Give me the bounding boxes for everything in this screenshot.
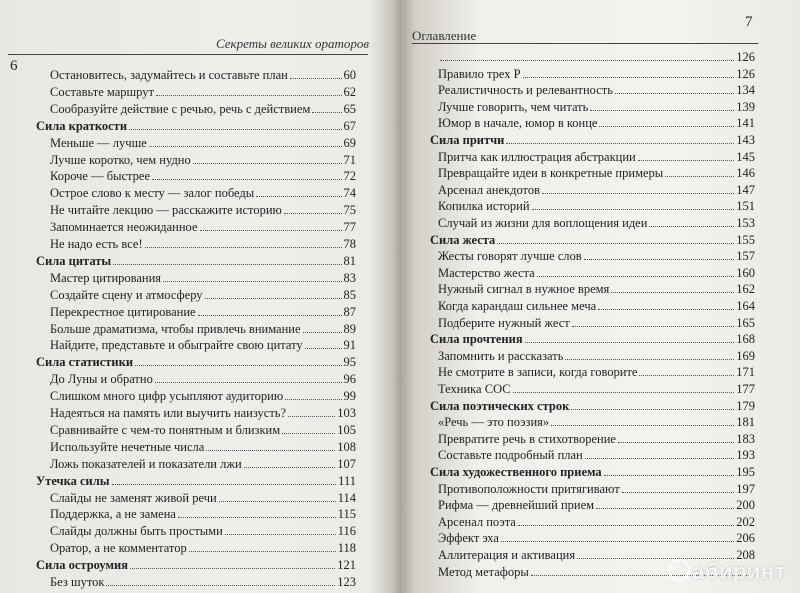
toc-entry <box>438 116 755 131</box>
toc-entry <box>50 169 356 184</box>
toc-section-heading <box>430 465 755 480</box>
toc-entry <box>438 67 755 82</box>
labirint-logo-icon <box>668 559 690 581</box>
toc-entry-title: Слайды должны быть простыми <box>50 524 223 539</box>
dot-leader <box>129 119 341 130</box>
toc-entry-page: 200 <box>736 498 755 513</box>
dot-leader <box>244 457 336 468</box>
dot-leader <box>156 85 342 96</box>
toc-entry <box>50 372 356 387</box>
toc-section-heading <box>430 133 755 148</box>
toc-entry-page: 95 <box>343 355 356 370</box>
toc-entry-title: Перекрестное цитирование <box>50 304 196 319</box>
toc-entry-title: Копилка историй <box>438 199 530 214</box>
toc-entry-title: Превратите речь в стихотворение <box>438 431 616 446</box>
running-head: Секреты великих ораторов <box>216 36 370 51</box>
dot-leader <box>113 254 341 265</box>
dot-leader <box>513 382 735 393</box>
toc-entry-page: 115 <box>337 507 356 522</box>
dot-leader <box>572 316 734 327</box>
dot-leader <box>155 372 342 383</box>
toc-entry <box>50 491 356 506</box>
toc-entry-page: 74 <box>343 186 356 201</box>
dot-leader <box>649 216 734 227</box>
toc-entry-title: Нужный сигнал в нужное время <box>438 282 610 297</box>
toc-entry-page: 197 <box>736 481 755 496</box>
toc-entry-page: 181 <box>736 415 755 430</box>
toc-entry <box>50 153 356 168</box>
toc-entry-title: Случай из жизни для воплощения идеи <box>438 216 648 230</box>
toc-entry <box>438 365 755 380</box>
toc-entry <box>438 50 755 65</box>
toc-entry-title: Не читайте лекцию — расскажите историю <box>50 203 282 218</box>
dot-leader <box>542 183 734 194</box>
toc-entry-page: 157 <box>736 249 755 264</box>
toc-entry <box>50 237 356 252</box>
dot-leader <box>219 491 336 502</box>
page-number: 6 <box>10 58 18 74</box>
toc-section-heading <box>36 474 356 489</box>
dot-leader <box>501 531 734 542</box>
dot-leader <box>618 432 734 443</box>
toc-entry <box>50 203 356 218</box>
toc-entry-page: 146 <box>736 166 755 181</box>
dot-leader <box>577 548 734 559</box>
toc-entry-title: Запоминается неожиданное <box>50 220 198 235</box>
toc-entry-page: 168 <box>736 332 755 347</box>
toc-entry <box>50 186 356 201</box>
toc-entry-title: Сила остроумия <box>36 558 128 573</box>
header-rule <box>8 54 368 55</box>
dot-leader <box>532 199 735 210</box>
dot-leader <box>303 322 342 333</box>
dot-leader <box>284 203 342 214</box>
toc-entry-title: Не надо есть все! <box>50 237 143 251</box>
left-page <box>0 0 390 593</box>
toc-entry <box>438 316 755 331</box>
dot-leader <box>288 406 335 417</box>
dot-leader <box>178 507 336 518</box>
toc-entry-title: Сила поэтических строк <box>430 398 570 413</box>
toc-entry <box>50 440 356 455</box>
dot-leader <box>584 249 735 260</box>
toc-entry-title: Лучше коротко, чем нудно <box>50 152 191 167</box>
dot-leader <box>585 448 735 459</box>
toc-entry-page: 69 <box>343 135 356 150</box>
toc-entry-title: Создайте сцену и атмосферу <box>50 287 203 302</box>
toc-entry <box>50 136 356 151</box>
toc-entry-page: 193 <box>736 448 755 463</box>
dot-leader <box>312 102 341 113</box>
publisher-watermark: абиринт <box>668 559 786 585</box>
toc-entry-page: 87 <box>343 304 356 319</box>
toc-entry-title: Жесты говорят лучше слов <box>438 249 582 264</box>
toc-entry-page: 85 <box>343 287 356 302</box>
toc-entry-page: 126 <box>736 50 755 64</box>
dot-leader <box>525 332 735 343</box>
toc-entry-title: Когда карандаш сильнее меча <box>438 299 597 313</box>
toc-entry <box>50 406 356 421</box>
toc-entry-page: 81 <box>343 253 356 268</box>
toc-entry <box>50 288 356 303</box>
toc-entry-page: 67 <box>343 118 356 133</box>
toc-entry-title: Без шуток <box>50 575 105 589</box>
toc-entry-page: 108 <box>337 439 356 454</box>
dot-leader <box>135 355 341 366</box>
toc-entry-title: Оратор, а не комментатор <box>50 541 187 556</box>
toc-entry <box>50 68 356 83</box>
toc-entry-title: «Речь — это поэзия» <box>438 415 550 430</box>
toc-entry-title: Притча как иллюстрация абстракции <box>438 149 636 164</box>
dot-leader <box>639 365 734 376</box>
toc-entry-title: Аллитерация и активация <box>438 548 576 562</box>
toc-section-heading <box>36 355 356 370</box>
toc-entry-page: 141 <box>736 116 755 131</box>
toc-entry-page: 155 <box>736 232 755 247</box>
toc-entry-page: 114 <box>337 490 356 505</box>
toc-entry-page: 96 <box>343 372 356 387</box>
dot-leader <box>149 136 342 147</box>
toc-entry <box>438 183 755 198</box>
toc-entry-title: Сила статистики <box>36 355 134 370</box>
dot-leader <box>106 575 335 586</box>
dot-leader <box>193 153 342 164</box>
dot-leader <box>290 68 342 79</box>
toc-entry <box>438 249 755 264</box>
dot-leader <box>615 83 734 94</box>
toc-entry-title: Сила цитаты <box>36 253 112 268</box>
right-page <box>400 0 800 593</box>
toc-entry-page: 89 <box>343 321 356 336</box>
toc-entry-page: 202 <box>736 514 755 529</box>
toc-entry-page: 111 <box>338 473 356 488</box>
dot-leader <box>200 220 342 231</box>
toc-entry <box>438 482 755 497</box>
toc-entry-title: Острое слово к месту — залог победы <box>50 186 255 201</box>
toc-entry-page: 177 <box>736 382 755 396</box>
toc-entry-title: Реалистичность и релевантность <box>438 83 613 98</box>
toc-entry-title: Надеяться на память или выучить наизусть? <box>50 406 287 420</box>
toc-entry <box>50 423 356 438</box>
toc-entry-title: Правило трех P <box>438 66 521 81</box>
toc-entry-page: 169 <box>736 348 755 363</box>
dot-leader <box>523 67 735 78</box>
toc-entry-page: 147 <box>736 182 755 197</box>
toc-entry-title: Ложь показателей и показатели лжи <box>50 456 242 471</box>
toc-entry <box>438 282 755 297</box>
toc-entry <box>438 166 755 181</box>
toc-entry <box>50 102 356 117</box>
toc-entry <box>438 432 755 447</box>
toc-entry-title: Подберите нужный жест <box>438 315 570 330</box>
toc-entry <box>438 448 755 463</box>
toc-entry <box>50 524 356 539</box>
toc-entry <box>438 299 755 314</box>
toc-entry-title: Лучше говорить, чем читать <box>438 99 589 114</box>
toc-entry <box>438 498 755 513</box>
dot-leader <box>285 389 341 400</box>
toc-entry <box>50 507 356 522</box>
toc-entry-page: 72 <box>343 169 356 184</box>
dot-leader <box>571 399 734 410</box>
dot-leader <box>497 233 734 244</box>
toc-entry-title: Сила художественного приема <box>430 465 602 479</box>
dot-leader <box>622 482 735 493</box>
toc-entry-title: Короче — быстрее <box>50 169 150 184</box>
toc-entry <box>438 100 755 115</box>
toc-entry-title: Составьте маршрут <box>50 84 154 99</box>
dot-leader <box>205 288 342 299</box>
toc-entry-page: 195 <box>736 465 755 479</box>
toc-entry-page: 75 <box>343 203 356 218</box>
toc-entry <box>438 150 755 165</box>
running-head: Оглавление <box>412 28 477 43</box>
toc-entry-title: До Луны и обратно <box>50 372 153 387</box>
toc-entry-page: 103 <box>337 406 356 420</box>
toc-entry-page: 145 <box>736 149 755 164</box>
toc-entry-title: Остановитесь, задумайтесь и составьте план <box>50 68 288 82</box>
toc-entry-title: Составьте подробный план <box>438 448 583 463</box>
dot-leader <box>590 100 734 111</box>
toc-entry <box>438 382 755 397</box>
toc-entry-title: Метод метафоры <box>438 564 529 579</box>
dot-leader <box>206 440 335 451</box>
toc-entry <box>50 575 356 590</box>
toc-entry-title: Техника СОС <box>438 382 511 396</box>
toc-entry-title: Рифма — древнейший прием <box>438 498 595 513</box>
toc-entry-title: Сила жеста <box>430 232 496 247</box>
dot-leader <box>604 465 735 476</box>
toc-entry-page: 91 <box>343 338 356 353</box>
toc-entry-title: Арсенал анекдотов <box>438 182 540 197</box>
toc-entry-page: 208 <box>736 548 755 562</box>
toc-entry <box>50 305 356 320</box>
toc-entry <box>50 322 356 337</box>
toc-entry-page: 83 <box>343 270 356 285</box>
toc-entry <box>438 266 755 281</box>
toc-entry-title: Меньше — лучше <box>50 135 147 150</box>
toc-section-heading <box>430 399 755 414</box>
dot-leader <box>551 415 734 426</box>
toc-section-heading <box>430 332 755 347</box>
toc-entry-page: 139 <box>736 99 755 114</box>
toc-entry-page: 134 <box>736 83 755 98</box>
toc-entry-page: 60 <box>343 68 356 82</box>
dot-leader <box>256 186 341 197</box>
toc-entry-title: Противоположности притягивают <box>438 481 620 496</box>
toc-entry <box>438 415 755 430</box>
toc-entry-title: Превращайте идеи в конкретные примеры <box>438 166 664 181</box>
toc-entry-title: Сравнивайте с чем-то понятным и близким <box>50 422 281 437</box>
toc-entry <box>50 541 356 556</box>
toc-entry-title: Сила краткости <box>36 118 128 133</box>
toc-entry <box>438 531 755 546</box>
toc-entry <box>438 216 755 231</box>
toc-entry-title: Найдите, представьте и обыграйте свою цитату <box>50 338 303 353</box>
toc-entry <box>438 83 755 98</box>
toc-entry-title: Больше драматизма, чтобы привлечь внимание <box>50 321 301 336</box>
toc-entry-title: Сила притчи <box>430 133 505 147</box>
toc-entry-title: Слишком много цифр усыпляют аудиторию <box>50 389 284 404</box>
toc-section-heading <box>430 233 755 248</box>
dot-leader <box>596 498 734 509</box>
dot-leader <box>665 166 734 177</box>
toc-entry <box>50 85 356 100</box>
toc-entry-title: Арсенал поэта <box>438 514 516 529</box>
toc-entry-page: 116 <box>337 524 356 539</box>
toc-entry-page: 206 <box>736 531 755 546</box>
page-number: 7 <box>745 14 753 30</box>
toc-entry-page: 126 <box>736 66 755 81</box>
dot-leader <box>518 515 734 526</box>
toc-entry-page: 162 <box>736 282 755 297</box>
toc-entry-page: 62 <box>343 84 356 99</box>
toc-entry-title: Сила прочтения <box>430 332 523 347</box>
toc-entry-title: Мастерство жеста <box>438 265 535 280</box>
toc-entry-title: Не смотрите в записи, когда говорите <box>438 365 638 380</box>
dot-leader <box>506 133 734 144</box>
toc-entry-title: Запомнить и рассказать <box>438 348 564 363</box>
toc-entry <box>50 271 356 286</box>
dot-leader <box>599 116 734 127</box>
toc-entry <box>438 515 755 530</box>
toc-entry <box>438 199 755 214</box>
toc-entry-title: Слайды не заменят живой речи <box>50 490 217 505</box>
dot-leader <box>611 282 734 293</box>
toc-entry <box>50 389 356 404</box>
toc-entry-page: 153 <box>736 216 755 230</box>
toc-entry-page: 77 <box>343 220 356 235</box>
toc-section-heading <box>36 254 356 269</box>
dot-leader <box>638 150 735 161</box>
toc-entry-page: 160 <box>736 265 755 280</box>
toc-entry-title: Эффект эха <box>438 531 499 546</box>
toc-entry-page: 105 <box>337 422 356 437</box>
dot-leader <box>225 524 336 535</box>
toc-entry-page: 171 <box>736 365 755 380</box>
toc-entry-page: 179 <box>736 398 755 413</box>
toc-entry-title: Юмор в начале, юмор в конце <box>438 116 598 131</box>
dot-leader <box>305 338 342 349</box>
toc-entry <box>50 338 356 353</box>
toc-entry-page: 121 <box>337 558 356 573</box>
dot-leader <box>130 558 335 569</box>
toc-entry-page: 99 <box>343 389 356 404</box>
toc-entry <box>50 457 356 472</box>
toc-entry <box>438 349 755 364</box>
toc-entry-title: Сообразуйте действие с речью, речь с действием <box>50 101 311 116</box>
toc-section-heading <box>36 558 356 573</box>
dot-leader <box>282 423 335 434</box>
dot-leader <box>112 474 337 485</box>
header-rule <box>412 43 758 44</box>
toc-entry-title: Утечка силы <box>36 473 110 488</box>
dot-leader <box>152 169 342 180</box>
dot-leader <box>537 266 735 277</box>
toc-entry-page: 183 <box>736 431 755 446</box>
toc-entry-title: Мастер цитирования <box>50 270 162 285</box>
toc-entry-title: Используйте нечетные числа <box>50 439 205 454</box>
dot-leader <box>189 541 336 552</box>
dot-leader <box>163 271 341 282</box>
toc-entry-page: 65 <box>343 101 356 116</box>
toc-entry-page: 78 <box>343 237 356 251</box>
dot-leader <box>440 50 734 61</box>
toc-entry-title: Поддержка, а не замена <box>50 507 176 522</box>
toc-entry-page: 165 <box>736 315 755 330</box>
toc-entry-page: 118 <box>337 541 356 556</box>
toc-entry-page: 71 <box>343 152 356 167</box>
dot-leader <box>198 305 342 316</box>
toc-entry-page: 151 <box>736 199 755 214</box>
toc-entry-page: 123 <box>337 575 356 589</box>
dot-leader <box>565 349 734 360</box>
toc-section-heading <box>36 119 356 134</box>
dot-leader <box>598 299 734 310</box>
dot-leader <box>145 237 342 248</box>
toc-entry <box>50 220 356 235</box>
toc-entry-page: 107 <box>337 456 356 471</box>
toc-entry-page: 143 <box>736 133 755 147</box>
toc-entry-page: 164 <box>736 299 755 313</box>
